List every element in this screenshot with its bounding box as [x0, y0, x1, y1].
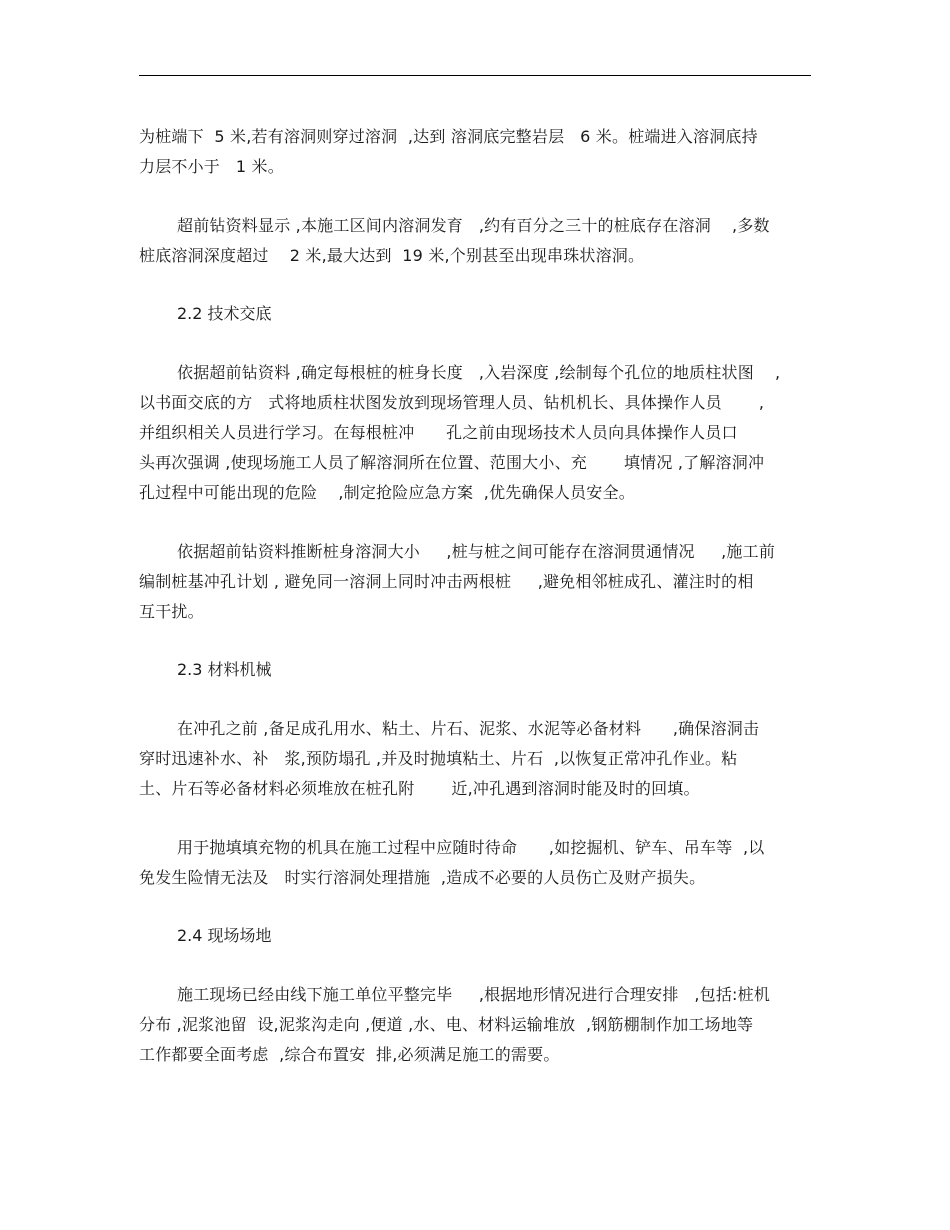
document-body — [139, 122, 811, 1070]
text-line: 为桩端下 5 米,若有溶洞则穿过溶洞 ,达到 溶洞底完整岩层 6 米。桩端进入溶洞底持 — [139, 127, 758, 146]
paragraph-drilling-plan — [139, 537, 811, 627]
text-line: 超前钻资料显示 ,本施工区间内溶洞发育 ,约有百分之三十的桩底存在溶洞 ,多数 — [177, 216, 770, 235]
text-line: 免发生险情无法及 时实行溶洞处理措施 ,造成不必要的人员伤亡及财产损失。 — [139, 868, 706, 887]
section-heading-2-2: 2.2 技术交底 — [177, 304, 272, 323]
text-line: 头再次强调 ,使现场施工人员了解溶洞所在位置、范围大小、充 填情况 ,了解溶洞冲 — [139, 453, 765, 472]
paragraph-machinery — [139, 833, 811, 893]
text-line: 在冲孔之前 ,备足成孔用水、粘土、片石、泥浆、水泥等必备材料 ,确保溶洞击 — [177, 719, 760, 738]
text-line: 桩底溶洞深度超过 2 米,最大达到 19 米,个别甚至出现串珠状溶洞。 — [139, 246, 645, 265]
paragraph-technical-briefing — [139, 358, 811, 508]
paragraph-pile-end — [139, 122, 811, 182]
text-line: 依据超前钻资料推断桩身溶洞大小 ,桩与桩之间可能存在溶洞贯通情况 ,施工前 — [177, 542, 776, 561]
text-line: 孔过程中可能出现的危险 ,制定抢险应急方案 ,优先确保人员安全。 — [139, 483, 635, 502]
paragraph-materials — [139, 714, 811, 804]
section-heading-2-4: 2.4 现场场地 — [177, 926, 272, 945]
text-line: 互干扰。 — [139, 602, 204, 621]
text-line: 用于抛填填充物的机具在施工过程中应随时待命 ,如挖掘机、铲车、吊车等 ,以 — [177, 838, 765, 857]
text-line: 土、片石等必备材料必须堆放在桩孔附 近,冲孔遇到溶洞时能及时的回填。 — [139, 779, 700, 798]
text-line: 以书面交底的方 式将地质柱状图发放到现场管理人员、钻机机长、具体操作人员 , — [139, 393, 765, 412]
text-line: 分布 ,泥浆池留 设,泥浆沟走向 ,便道 ,水、电、材料运输堆放 ,钢筋棚制作加工场地等 — [139, 1015, 754, 1034]
text-line: 力层不小于 1 米。 — [139, 157, 284, 176]
text-line: 施工现场已经由线下施工单位平整完毕 ,根据地形情况进行合理安排 ,包括:桩机 — [177, 985, 771, 1004]
text-line: 并组织相关人员进行学习。在每根桩冲 孔之前由现场技术人员向具体操作人员口 — [139, 423, 738, 442]
header-rule — [139, 75, 811, 76]
text-line: 穿时迅速补水、补 浆,预防塌孔 ,并及时抛填粘土、片石 ,以恢复正常冲孔作业。粘 — [139, 749, 738, 768]
text-line: 工作都要全面考虑 ,综合布置安 排,必须满足施工的需要。 — [139, 1045, 560, 1064]
text-line: 依据超前钻资料 ,确定每根桩的桩身长度 ,入岩深度 ,绘制每个孔位的地质柱状图 , — [177, 363, 781, 382]
text-line: 编制桩基冲孔计划 , 避免同一溶洞上同时冲击两根桩 ,避免相邻桩成孔、灌注时的相 — [139, 572, 754, 591]
paragraph-karst-survey — [139, 211, 811, 271]
paragraph-site-layout — [139, 980, 811, 1070]
section-heading-2-3: 2.3 材料机械 — [177, 660, 272, 679]
